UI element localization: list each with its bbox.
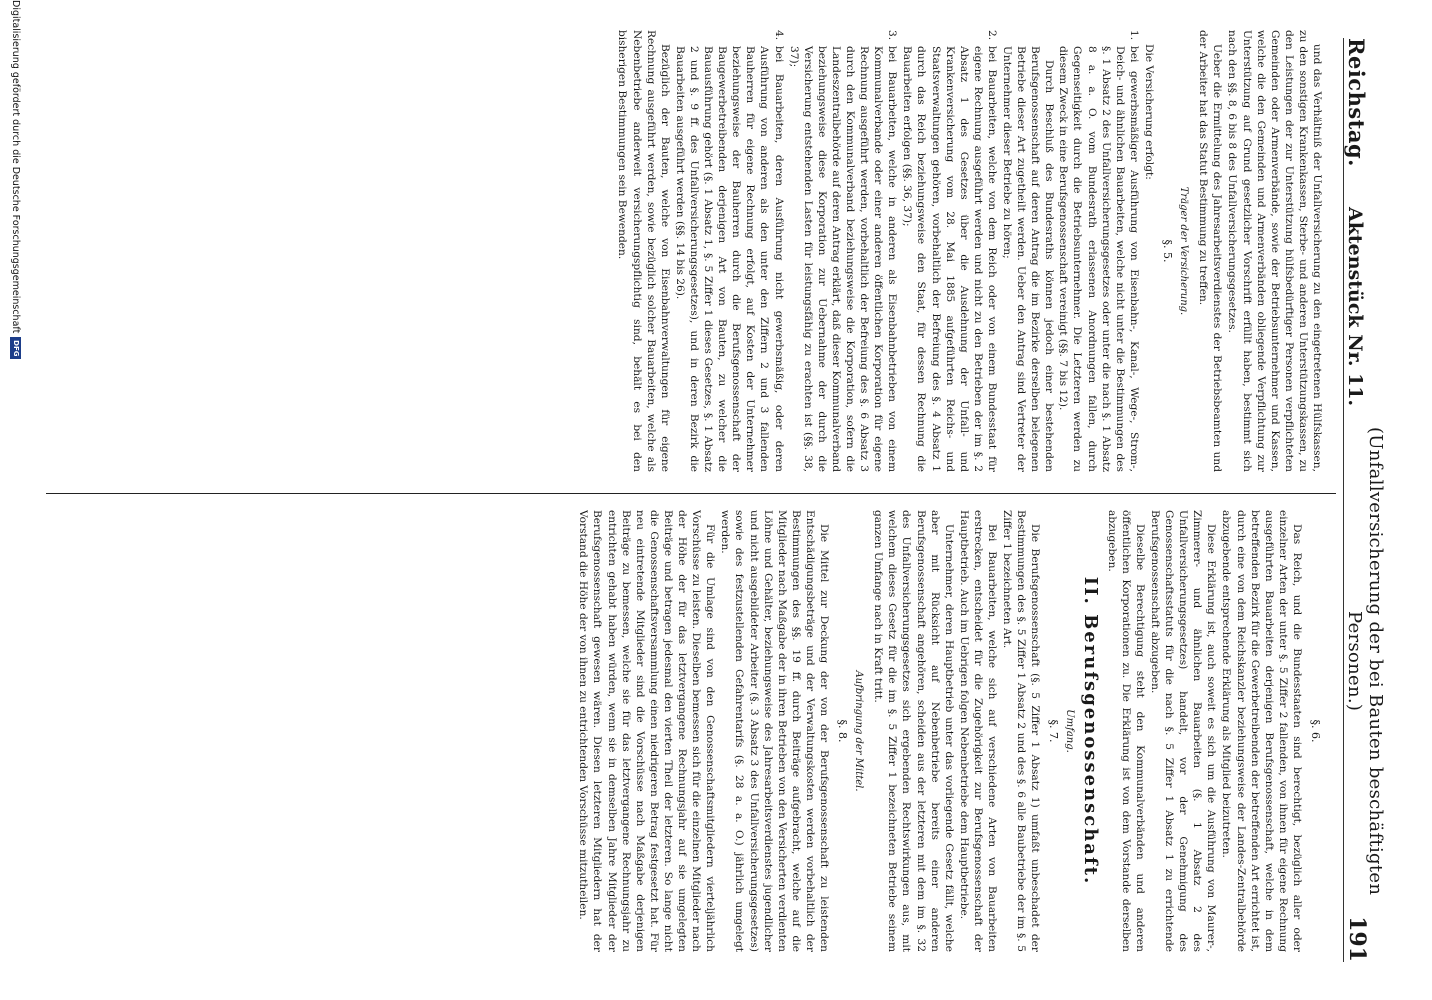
list-number: 3.: [886, 30, 899, 41]
paragraph: Die Mittel zur Deckung der von der Berufsgenossenschaft zu leistenden Entschädigungsbeträge und der Verwaltungskosten werden vorbehaltlich der Bestimmungen des §§. 19 ff. durch Beiträge aufgebracht, welche auf die Mitglieder nach Maßgabe der in ihren Betrieben von den Versicherten verdienten Löhne und Gehälter, beziehungsweise des Jahresarbeitsverdienstes jugendlicher und nicht ausgebildeter Arbeiter (§. 3 Absatz 3 des Unfallversicherungsgesetzes) sowie des festzustellenden Gefahrentarifs (§. 28 a. a. O.) jährlich umgelegt werden.: [719, 510, 830, 952]
paragraph-mark: §. 7.: [1047, 719, 1061, 743]
list-text: bei Bauarbeiten, deren Ausführung nicht gewerbsmäßig, oder deren Ausführung von anderen als den unter den Ziffern 2 und 3 fallenden Bauherren für eigene Rechnung erfolgt, auf Kosten der Unternehmer beziehungsweise der Bauherren durch die Berufsgenossenschaft der Baugewerbetreibenden derjenigen Art von Bauten, zu welcher die Bauausführung gehört (§. 1 Absatz 1, §. 5 Ziffer 1 dieses Gesetzes, §. 1 Absatz 2 und §. 9 ff. des Unfallversicherungsgesetzes), und in deren Bezirk die Bauarbeiten ausgeführt werden (§§. 14 bis 26).: [673, 46, 785, 472]
header-title: (Unfallversicherung der bei Bauten beschäftigten Personen.): [1344, 426, 1386, 896]
list-item: [900, 30, 999, 472]
column-divider: [46, 493, 1336, 494]
paragraph: und das Verhältniß der Unfallversicherung zu den eingetretenen Hülfskassen, zu den sonstigen Krankenkassen, Sterbe- und anderen Unterstützungskassen, zu den Leistungen der zur Unterstützung hülfsbedürftiger Personen verpflichteten Gemeinden oder Armenverbände, sowie der Betriebsunternehmer und Kassen, welche die den Gemeinden und Armenverbänden obliegende Verpflichtung zur Unterstützung auf Grund gesetzlicher Vorschrift erfüllt haben, bestimmt sich nach den §§. 8, 6 bis 8 des Unfallversicherungsgesetzes.: [1226, 30, 1323, 472]
paragraph: Unternehmer, deren Hauptbetrieb unter das vorliegende Gesetz fällt, welche aber mit Rücksicht auf Nebenbetriebe bereits einer anderen Berufsgenossenschaft angehören, scheiden aus der letzteren mit dem im §. 32 des Unfallversicherungsgesetzes sich ergebenden Rechtswirkungen aus, mit welchem dieses Gesetz für die im §. 5 Ziffer 1 bezeichneten Betriebe seinem ganzen Umfange nach in Kraft tritt.: [872, 510, 955, 952]
list-number: 4.: [772, 30, 785, 41]
list-item: [1000, 30, 1141, 472]
section-heading: II. Berufsgenossenschaft.: [1079, 576, 1101, 886]
left-column: [84, 30, 1324, 472]
list-number: 1.: [1127, 30, 1140, 41]
paragraph: Dieselbe Berechtigung steht den Kommunalverbänden und anderen öffentlichen Korporationen zu. Die Erklärung ist von dem Vorstande derselben abzugeben.: [1105, 510, 1146, 952]
header-aktenstueck: Aktenstück Nr. 11.: [1344, 206, 1366, 407]
list-item: [673, 30, 786, 472]
paragraph: Bei Bauarbeiten, welche sich auf verschiedene Arten von Bauarbeiten erstrecken, entscheidet für die Zugehörigkeit zur Berufsgenossenschaft der Hauptbetrieb. Auch im Uebrigen folgen Nebenbetriebe dem Hauptbetriebe.: [957, 510, 999, 952]
list-text-part: bei gewerbsmäßiger Ausführung von Eisenbahn-, Kanal-, Wege-, Strom-, Deich- und ähnlichen Bauarbeiten, welche nicht unter die Bestimmungen des §. 1 Absatz 2 des Unfallversicherungsgesetzes oder unter die nach §. 1 Absatz 8 a. a. O. vom Bundesrath erlassenen Anordnungen fallen, durch Gegenseitigkeit durch die Betriebsunternehmer. Die Letzteren werden zu diesem Zweck in eine Berufsgenossenschaft vereinigt (§§. 7 bis 12).: [1057, 46, 1140, 472]
paragraph: Diese Erklärung ist, auch soweit es sich um die Ausführung von Maurer-, Zimmerer- und ähnlichen Bauarbeiten (§. 1 Absatz 2 des Unfallversicherungsgesetzes) handelt, vor der Genehmigung des Genossenschaftsstatuts für die nach §. 5 Ziffer 1 Absatz 1 zu errichtende Berufsgenossenschaft abzugeben.: [1148, 510, 1218, 952]
subheading: Träger der Versicherung.: [1178, 186, 1190, 316]
paragraph-mark: §. 5.: [1161, 239, 1175, 263]
paragraph-mark: §. 6.: [1309, 719, 1322, 743]
page-header: [1343, 38, 1392, 962]
paragraph: Die Versicherung erfolgt:: [1142, 44, 1155, 180]
paragraph: Ueber die Ermittelung des Jahresarbeitsverdienstes der Betriebsbeamten und der Arbeiter hat das Statut Bestimmung zu treffen.: [1197, 30, 1224, 472]
page-number: 191: [1344, 916, 1370, 962]
paragraph-mark: §. 8.: [836, 719, 850, 743]
footer-text: Digitalisierung gefördert durch die Deutsche Forschungsgemeinschaft: [10, 0, 22, 334]
list-text: [1000, 46, 1141, 472]
paragraph: Das Reich, und die Bundesstaaten sind berechtigt, bezüglich aller oder einzelner Arten der unter §. 5 Ziffer 2 fallenden, von ihnen für eigene Rechnung ausgeführten Bauarbeiten derjenigen Berufsgenossenschaft, welche in dem betreffenden Bezirk für die Gewerbetreibenden der betreffenden Art errichtet ist, durch eine von dem Reichskanzler beziehungsweise der Landes-Zentralbehörde abzugebende entsprechende Erklärung als Mitglied beizutreten.: [1220, 510, 1303, 952]
list-text: bei Bauarbeiten, welche in anderen als Eisenbahnbetrieben von einem Kommunalverbande oder einer anderen öffentlichen Korporation für eigene Rechnung ausgeführt werden, vorbehaltlich der Befreiung des §. 6 Absatz 3 durch den Kommunalverband beziehungsweise die Korporation, sofern die Landeszentralbehörde auf deren Antrag erklärt, daß dieser Kommunalverband beziehungsweise diese Korporation zur Uebernahme der durch die Versicherung entstehenden Lasten für leistungsfähig zu erachten ist (§§. 38, 37);: [787, 46, 899, 472]
header-reichstag: Reichstag.: [1344, 38, 1369, 167]
list-text: bei Bauarbeiten, welche von dem Reich oder von einem Bundesstaat für eigene Rechnung ausgeführt werden und nicht zu den Betrieben der im §. 2 Absatz 1 des Gesetzes über die Ausdehnung der Unfall- und Krankenversicherung vom 28. Mai 1885 aufgeführten Reichs- und Staatsverwaltungen gehören, vorbehaltlich der Befreiung des §. 4 Absatz 1 durch das Reich beziehungsweise den Staat, für dessen Rechnung die Bauarbeiten erfolgen (§§. 36, 37);: [901, 46, 998, 472]
paragraph: Für die Umlage sind von den Genossenschaftsmitgliedern vierteljährlich Vorschüsse zu leisten. Dieselben bemessen sich für die einzelnen Mitglieder nach der Höhe der für das letztvergangene Rechnungsjahr auf sie umgelegten Beiträge und betragen jedesmal den vierten Theil der letzteren. So lange nicht die Genossenschaftsversammlung einen niedrigeren Betrag festgesetzt hat. Für neu eintretende Mitglieder sind die Vorschüsse nach Maßgabe derjenigen Beiträge zu bemessen, welche sie für das letztvergangene Rechnungsjahr zu entrichten gehabt haben würden, wenn sie in demselben Jahre Mitglieder der Berufsgenossenschaft gewesen wären. Diesen letzteren Mitgliedern hat der Vorstand die Höhe der von ihnen zu entrichtenden Vorschüsse mitzutheilen.: [577, 510, 717, 952]
list-item: [787, 30, 900, 472]
list-number: 2.: [985, 30, 998, 41]
subheading: Aufbringung der Mittel.: [853, 670, 865, 792]
right-column: [84, 510, 1324, 952]
list-text-part: Durch Beschluß des Bundesraths können jedoch einer bestehenden Berufsgenossenschaft auf deren Antrag die im Bezirke derselben belegenen Betriebe dieser Art zugetheilt werden. Ueber den Antrag sind Vertreter der Unternehmer dieser Betriebe zu hören;: [1001, 46, 1056, 472]
paragraph: Die Berufsgenossenschaft (§. 5 Ziffer 1 Absatz 1) umfaßt unbeschadet der Bestimmungen des §. 5 Ziffer 1 Absatz 2 und des §. 6 alle Baubetriebe der im §. 5 Ziffer 1 bezeichneten Art.: [1001, 510, 1042, 952]
subheading: Umfang.: [1064, 709, 1076, 753]
dfg-logo-icon: DFG: [11, 337, 22, 359]
paragraph: Bezüglich der Bauten, welche von Eisenbahnverwaltungen für eigene Rechnung ausgeführt werden, sowie bezüglich solcher Bauarbeiten, welche als Nebenbetriebe anderweit versicherungspflichtig sind, behält es bei den bisherigen Bestimmungen sein Bewenden.: [616, 30, 671, 472]
digitization-footer: [8, 0, 24, 1000]
